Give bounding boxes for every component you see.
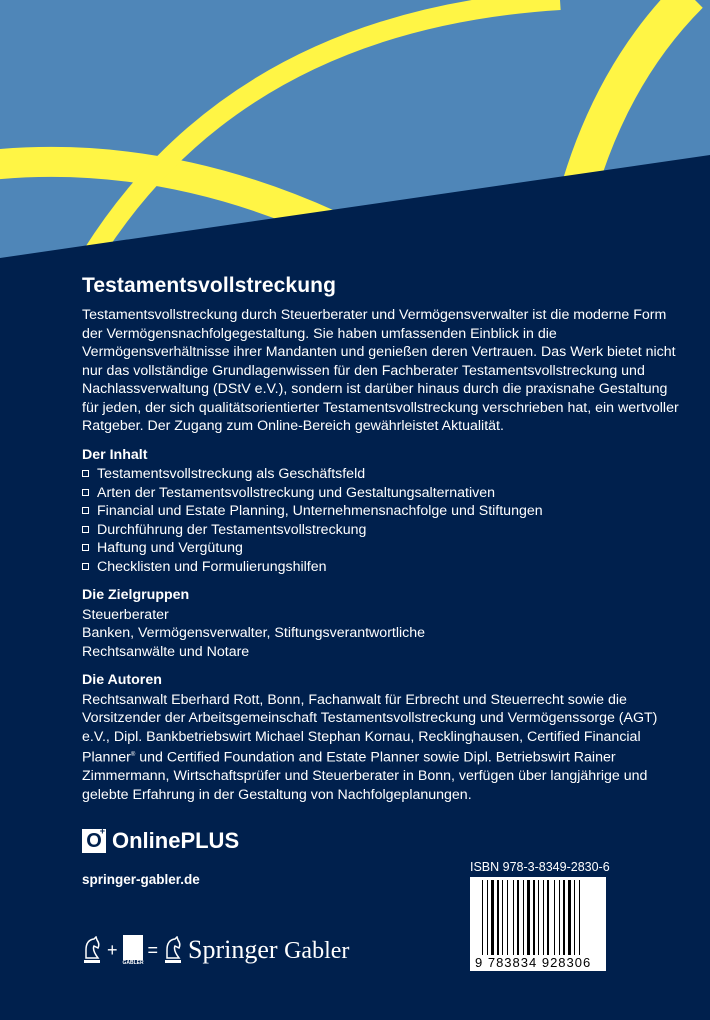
publisher-logos: + GABLER = Springer Gabler (82, 935, 349, 965)
barcode-number: 9 783834 928306 (475, 955, 592, 970)
square-bullet-icon (82, 489, 89, 496)
barcode-bar (568, 880, 571, 956)
audience-item: Steuerberater (82, 606, 169, 623)
springer-knight-icon (163, 936, 183, 964)
barcode-bar (559, 880, 560, 956)
square-bullet-icon (82, 544, 89, 551)
intro-text: Testamentsvollstreckung durch Steuerberater und Vermögensverwalter ist die moderne Form der Vermögensnachfolgegestaltung. Sie haben umfassenden Einblick in die Vermögensverhältnisse ihrer Mandanten und genießen deren Vertrauen. Das Werk bietet nicht nur das vollständige Grundlagenwissen für den Fachberater Testamentsvollstreckung und Nachlassverwaltung (DStV e.V.), sondern ist darüber hinaus durch die praxisnahe Gestaltung für jeden, der sich qualitätsorientierter Testamentsvollstreckung verschrieben hat, ein wertvoller Ratgeber. Der Zugang zum Online-Bereich gewährleistet Aktualität. (82, 307, 679, 434)
onlineplus-logo: O + OnlinePLUS (82, 828, 239, 854)
authors-heading: Die Autoren (82, 672, 162, 688)
springer-knight-icon (82, 936, 102, 964)
springer-gabler-wordmark: Springer Gabler (188, 935, 350, 964)
audience-item: Rechtsanwälte und Notare (82, 643, 250, 660)
contents-list (82, 465, 682, 576)
isbn-label: ISBN 978-3-8349-2830-6 (470, 860, 610, 874)
book-title: Testamentsvollstreckung (82, 274, 336, 297)
list-item: Testamentsvollstreckung als Geschäftsfeld (82, 465, 682, 484)
audience-item: Banken, Vermögensverwalter, Stiftungsverantwortliche (82, 625, 426, 641)
barcode-bar (547, 880, 549, 956)
barcode-bar (517, 880, 519, 966)
authors-text: Rechtsanwalt Eberhard Rott, Bonn, Fachanwalt für Erbrecht und Steuerrecht sowie die Vorsitzender der Arbeitsgemeinschaft Testamentsvollstreckung und Vermögenssorge (AGT) e.V., Dipl. Bankbetriebswirt Michael Stephan Kornau, Recklinghausen, Certified Financial Planner® und Certified Foundation and Estate Planner sowie Dipl. Betriebswirt Rainer Zimmermann, Wirtschaftsprüfer und Steuerberater in Bonn, verfügen über langjährige und gelebte Erfahrung in der Gestaltung von Nachfolgeplanungen. (82, 691, 658, 803)
back-cover-text (82, 274, 682, 804)
barcode-bar (502, 880, 503, 956)
publisher-url[interactable]: springer-gabler.de (82, 872, 200, 887)
list-item: Haftung und Vergütung (82, 539, 682, 558)
list-item: Financial und Estate Planning, Unternehmensnachfolge und Stiftungen (82, 502, 682, 521)
list-item: Arten der Testamentsvollstreckung und Gestaltungsalternativen (82, 484, 682, 503)
gabler-logo-icon: GABLER (123, 935, 143, 965)
barcode-bar (507, 880, 508, 956)
contents-heading: Der Inhalt (82, 446, 148, 463)
barcode-bar (543, 880, 544, 956)
barcode-bar (487, 880, 488, 956)
onlineplus-badge-icon: O + (82, 829, 106, 853)
barcode-bar (574, 880, 575, 956)
audience-heading: Die Zielgruppen (82, 587, 190, 603)
barcode-bar (497, 880, 499, 956)
square-bullet-icon (82, 470, 89, 477)
barcode-bar (527, 880, 530, 956)
square-bullet-icon (82, 526, 89, 533)
barcode-bar (491, 880, 494, 956)
barcode-bar (563, 880, 565, 956)
barcode-bar (482, 880, 483, 966)
list-item: Durchführung der Testamentsvollstreckung (82, 521, 682, 540)
barcode-bar (579, 880, 580, 956)
barcode-bar (554, 880, 555, 966)
barcode (470, 877, 606, 971)
barcode-bar (523, 880, 524, 956)
square-bullet-icon (82, 563, 89, 570)
barcode-bar (533, 880, 535, 956)
square-bullet-icon (82, 507, 89, 514)
barcode-bar (538, 880, 539, 956)
list-item: Checklisten und Formulierungshilfen (82, 558, 682, 577)
barcode-bar (513, 880, 514, 956)
